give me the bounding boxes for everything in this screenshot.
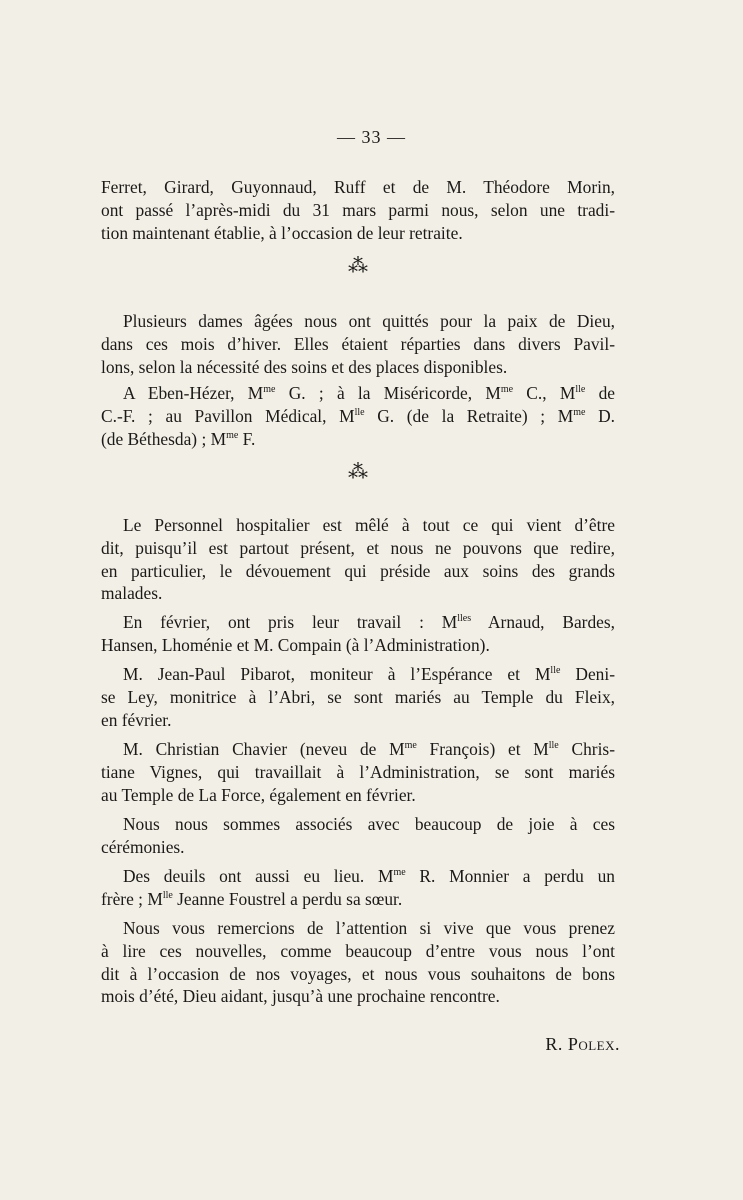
- page-number: — 33 —: [337, 127, 406, 147]
- asterism-separator: [101, 461, 615, 484]
- paragraph-deaths-elderly: [101, 310, 615, 378]
- text-line: tiane Vignes, qui travaillait à l’Administration, se sont mariés: [101, 761, 615, 782]
- text-line: cérémonies.: [101, 836, 185, 857]
- text-line: malades.: [101, 583, 163, 604]
- paragraph-pibarot-wedding: [101, 663, 615, 731]
- text-line: ont passé l’après-midi du 31 mars parmi nous, selon une tradi-: [101, 199, 615, 220]
- paragraph-ceremonies: [101, 813, 615, 859]
- text-line: Nous vous remercions de l’attention si vive que vous prenez: [123, 918, 615, 938]
- text-line: à lire ces nouvelles, comme beaucoup d’entre vous nous l’ont: [101, 940, 615, 961]
- text-line: M. Jean-Paul Pibarot, moniteur à l’Espérance et $M^{lle}$ Deni-: [123, 664, 615, 684]
- text-line: en particulier, le dévouement qui préside aux soins des grands: [101, 560, 615, 581]
- text-line: (de Béthesda) ; $M^{me}$ F.: [101, 428, 256, 449]
- paragraph-mourning: [101, 865, 615, 911]
- signature-name: Polex.: [567, 1034, 620, 1054]
- text-line: Des deuils ont aussi eu lieu. $M^{me}$ R. Monnier a perdu un: [123, 866, 615, 886]
- asterism: ⁂: [348, 255, 368, 277]
- paragraph-new-staff: [101, 611, 615, 657]
- signature: [480, 1034, 620, 1055]
- text-line: Nous nous sommes associés avec beaucoup de joie à ces: [123, 814, 615, 834]
- text-line: A Eben-Hézer, $M^{me}$ G. ; à la Miséricorde, $M^{me}$ C., $M^{lle}$ de: [123, 383, 615, 403]
- text-line: C.-F. ; au Pavillon Médical, $M^{lle}$ G. (de la Retraite) ; $M^{me}$ D.: [101, 405, 615, 426]
- text-line: Hansen, Lhoménie et M. Compain (à l’Administration).: [101, 634, 490, 655]
- text-line: Le Personnel hospitalier est mêlé à tout ce qui vient d’être: [123, 515, 615, 535]
- text-line: Ferret, Girard, Guyonnaud, Ruff et de M. Théodore Morin,: [101, 177, 615, 197]
- asterism-separator: [101, 255, 615, 278]
- text-line: tion maintenant établie, à l’occasion de leur retraite.: [101, 222, 463, 243]
- text-line: en février.: [101, 709, 172, 730]
- paragraph-thanks: [101, 917, 615, 1008]
- text-line: frère ; $M^{lle}$ Jeanne Foustrel a perdu sa sœur.: [101, 888, 403, 909]
- text-line: M. Christian Chavier (neveu de $M^{me}$ François) et $M^{lle}$ Chris-: [123, 739, 615, 759]
- paragraph-pavilions-list: [101, 382, 615, 450]
- asterism: ⁂: [348, 461, 368, 483]
- text-line: se Ley, monitrice à l’Abri, se sont mariés au Temple du Fleix,: [101, 686, 615, 707]
- paragraph-chavier-wedding: [101, 738, 615, 806]
- text-line: dit à l’occasion de nos voyages, et nous vous souhaitons de bons: [101, 963, 615, 984]
- text-line: mois d’été, Dieu aidant, jusqu’à une prochaine rencontre.: [101, 986, 500, 1007]
- text-line: dans ces mois d’hiver. Elles étaient réparties dans divers Pavil-: [101, 333, 615, 354]
- signature-initial: R.: [545, 1034, 563, 1054]
- text-line: lons, selon la nécessité des soins et des places disponibles.: [101, 356, 508, 377]
- text-line: dit, puisqu’il est partout présent, et nous ne pouvons que redire,: [101, 537, 615, 558]
- text-line: Plusieurs dames âgées nous ont quittés pour la paix de Dieu,: [123, 311, 615, 331]
- text-line: au Temple de La Force, également en février.: [101, 784, 416, 805]
- paragraph-retirement-visit: [101, 176, 615, 244]
- text-line: En février, ont pris leur travail : $M^{lles}$ Arnaud, Bardes,: [123, 612, 615, 632]
- paragraph-hospital-staff: [101, 514, 615, 605]
